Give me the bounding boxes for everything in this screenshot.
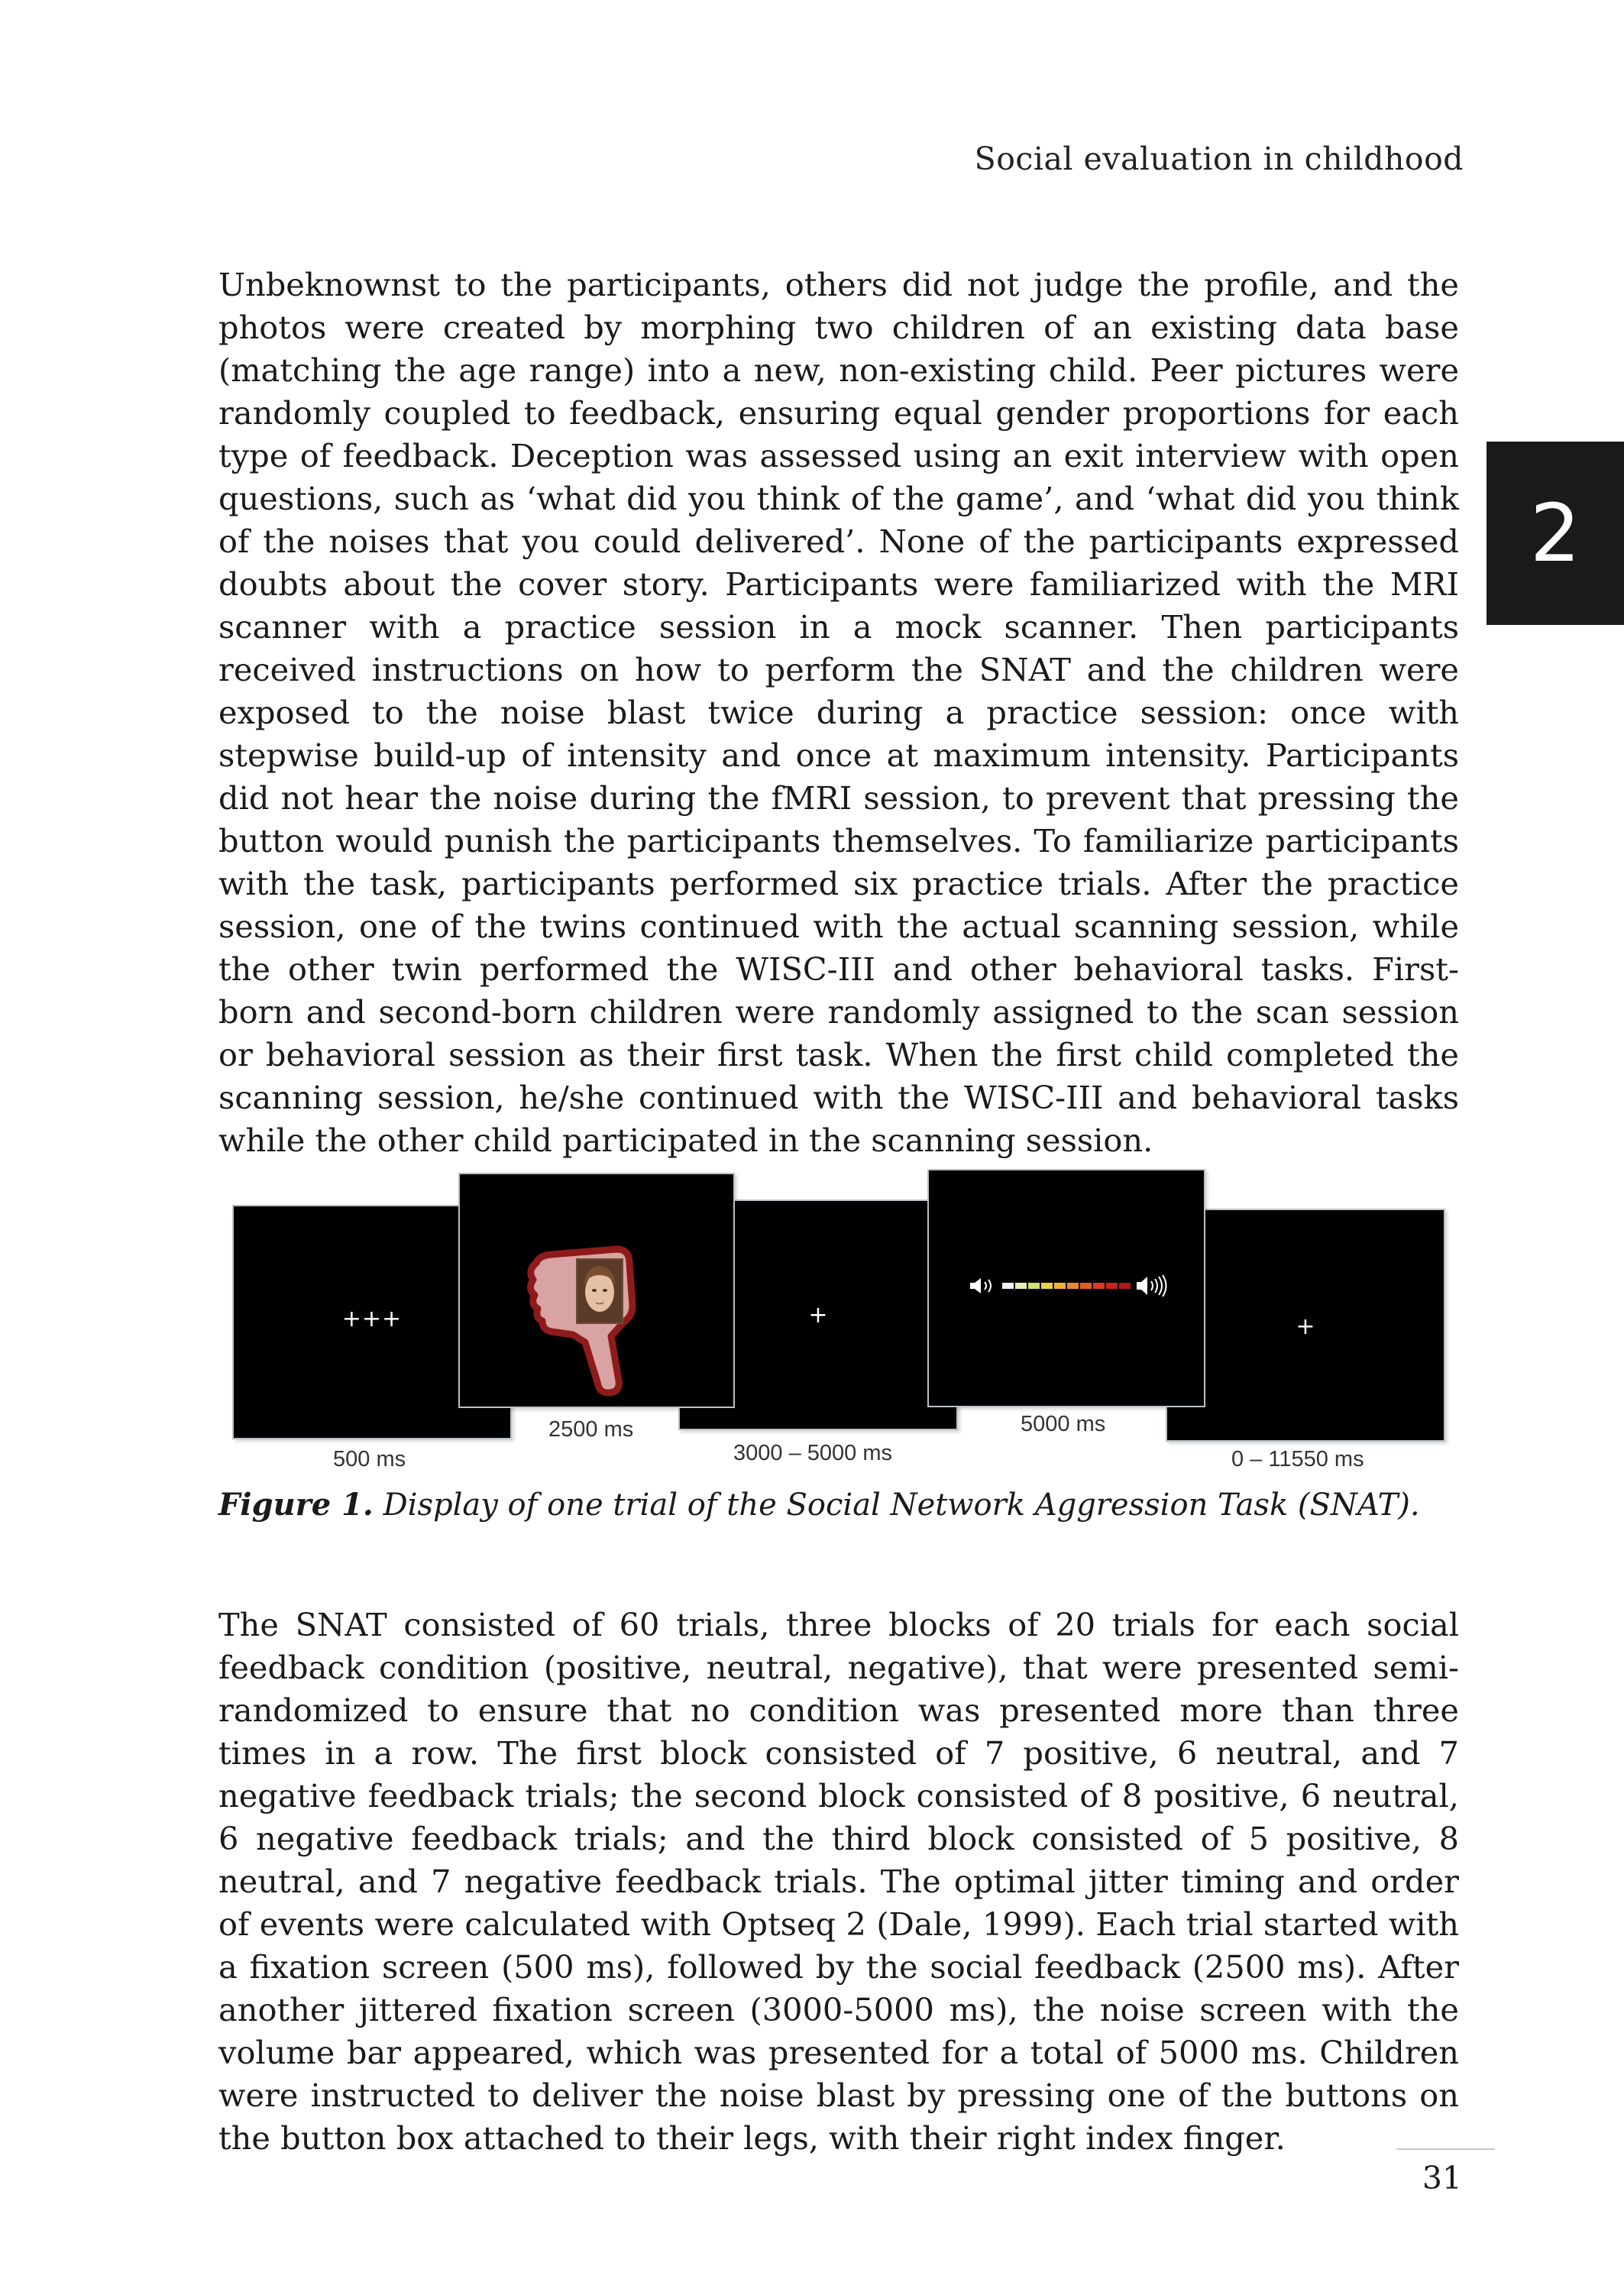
duration-label-1: 500 ms (333, 1447, 406, 1471)
volume-segment (1054, 1283, 1066, 1289)
volume-segment (1002, 1283, 1014, 1289)
volume-segment (1093, 1283, 1105, 1289)
volume-segment (1041, 1283, 1053, 1289)
fixation-screen-3 (1166, 1209, 1445, 1442)
feedback-screen (458, 1173, 735, 1408)
fixation-cross: + (808, 1302, 828, 1329)
volume-segment (1067, 1283, 1079, 1289)
volume-segment (1080, 1283, 1092, 1289)
page-number: 31 (1422, 2160, 1462, 2196)
body-paragraph-2: The SNAT consisted of 60 trials, three blocks of 20 trials for each social feedback condition (positive, neutral, negative), that were presented semi-randomized to ensure that no condition was presented more than three times in a row. The first block consisted of 7 positive, 6 neutral, and 7 negative feedback trials; the second block consisted of 8 positive, 6 neutral, 6 negative feedback trials; and the third block consisted of 5 positive, 8 neutral, and 7 negative feedback trials. The optimal jitter timing and order of events were calculated with Optseq 2 (Dale, 1999). Each trial started with a fixation screen (500 ms), followed by the social feedback (2500 ms). After another jittered fixation screen (3000-5000 ms), the noise screen with the volume bar appeared, which was presented for a total of 5000 ms. Children were instructed to deliver the noise blast by pressing one of the buttons on the button box attached to their legs, with their right index finger. (218, 1606, 1459, 2157)
speaker-low-icon (969, 1276, 999, 1296)
volume-segment (1028, 1283, 1040, 1289)
noise-screen (927, 1169, 1205, 1407)
duration-label-3: 3000 – 5000 ms (733, 1441, 892, 1465)
volume-bar (1001, 1282, 1131, 1290)
figure-caption (218, 1487, 1420, 1523)
volume-segment (1119, 1283, 1131, 1289)
chapter-tab: 2 (1487, 442, 1624, 625)
fixation-cross: + (1296, 1313, 1315, 1340)
body-paragraph-1: Unbeknownst to the participants, others did not judge the profile, and the photos were created by morphing two children of an existing data base (matching the age range) into a new, non-existing child. Peer pictures were randomly coupled to feedback, ensuring equal gender proportions for each type of feedback. Deception was assessed using an exit interview with open questions, such as ‘what did you think of the game’, and ‘what did you think of the noises that you could delivered’. None of the participants expressed doubts about the cover story. Participants were familiarized with the MRI scanner with a practice session in a mock scanner. Then participants received instructions on how to perform the SNAT and the children were exposed to the noise blast twice during a practice session: once with stepwise build-up of intensity and once at maximum intensity. Participants did not hear the noise during the fMRI session, to prevent that pressing the button would punish the participants themselves. To familiarize participants with the task, participants performed six practice trials. After the practice session, one of the twins continued with the actual scanning session, while the other twin performed the WISC-III and other behavioral tasks. First-born and second-born children were randomly assigned to the scan session or behavioral session as their first task. When the first child completed the scanning session, he/she continued with the WISC-III and behavioral tasks while the other child participated in the scanning session. (218, 266, 1459, 1159)
duration-label-2: 2500 ms (548, 1417, 634, 1442)
duration-label-4: 5000 ms (1021, 1412, 1106, 1436)
figure-caption-label: Figure 1. (218, 1487, 374, 1523)
fixation-cross-triple: +++ (341, 1306, 403, 1332)
speaker-high-icon (1135, 1274, 1170, 1297)
peer-photo (576, 1258, 623, 1324)
figure-trial-display (229, 1161, 1451, 1482)
figure-caption-text: Display of one trial of the Social Network Aggression Task (SNAT). (383, 1488, 1420, 1523)
duration-label-5: 0 – 11550 ms (1231, 1447, 1364, 1471)
volume-segment (1015, 1283, 1027, 1289)
volume-segment (1106, 1283, 1118, 1289)
running-head: Social evaluation in childhood (974, 141, 1464, 177)
footer-rule (1396, 2148, 1494, 2150)
